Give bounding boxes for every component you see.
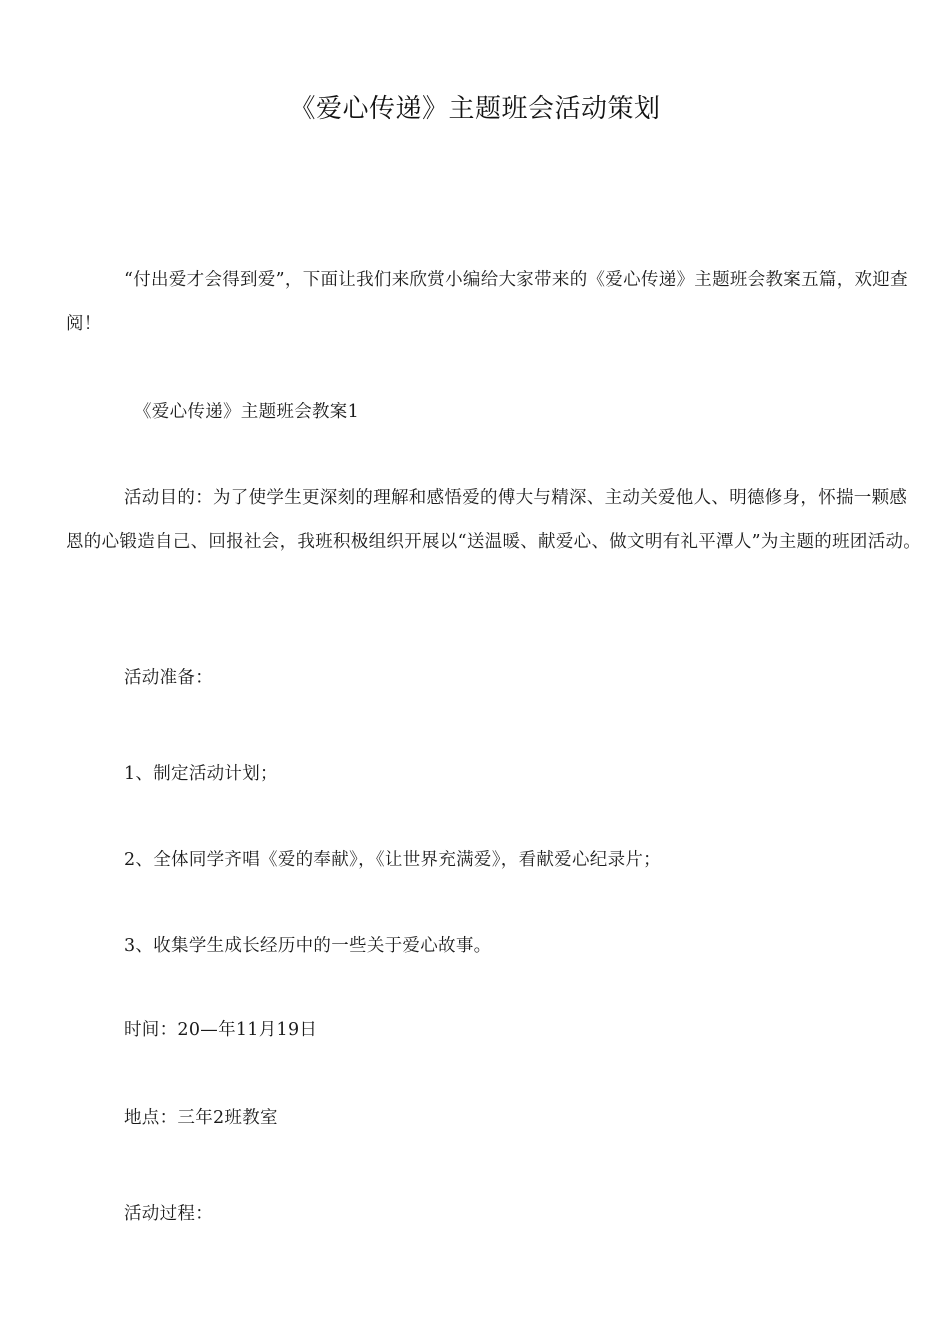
preparation-label: 活动准备：	[124, 668, 213, 688]
preparation-item-3: 3、收集学生成长经历中的一些关于爱心故事。	[124, 936, 492, 956]
plan-heading: 《爱心传递》主题班会教案1	[134, 402, 360, 422]
document-title: 《爱心传递》主题班会活动策划	[289, 94, 661, 124]
place-line: 地点：三年2班教室	[124, 1108, 278, 1128]
time-line: 时间：20—年11月19日	[124, 1020, 318, 1040]
intro-paragraph: “付出爱才会得到爱”，下面让我们来欣赏小编给大家带来的《爱心传递》主题班会教案五篇，欢迎查阅！	[66, 270, 908, 334]
preparation-item-1: 1、制定活动计划；	[124, 764, 278, 784]
purpose-paragraph: 活动目的：为了使学生更深刻的理解和感悟爱的傅大与精深、主动关爱他人、明德修身，怀揣一颗感恩的心锻造自己、回报社会，我班积极组织开展以“送温暖、献爱心、做文明有礼平潭人”为主题的班团活动。	[66, 488, 922, 552]
preparation-item-2: 2、全体同学齐唱《爱的奉献》，《让世界充满爱》，看献爱心纪录片；	[124, 850, 661, 870]
process-label: 活动过程：	[124, 1204, 213, 1224]
